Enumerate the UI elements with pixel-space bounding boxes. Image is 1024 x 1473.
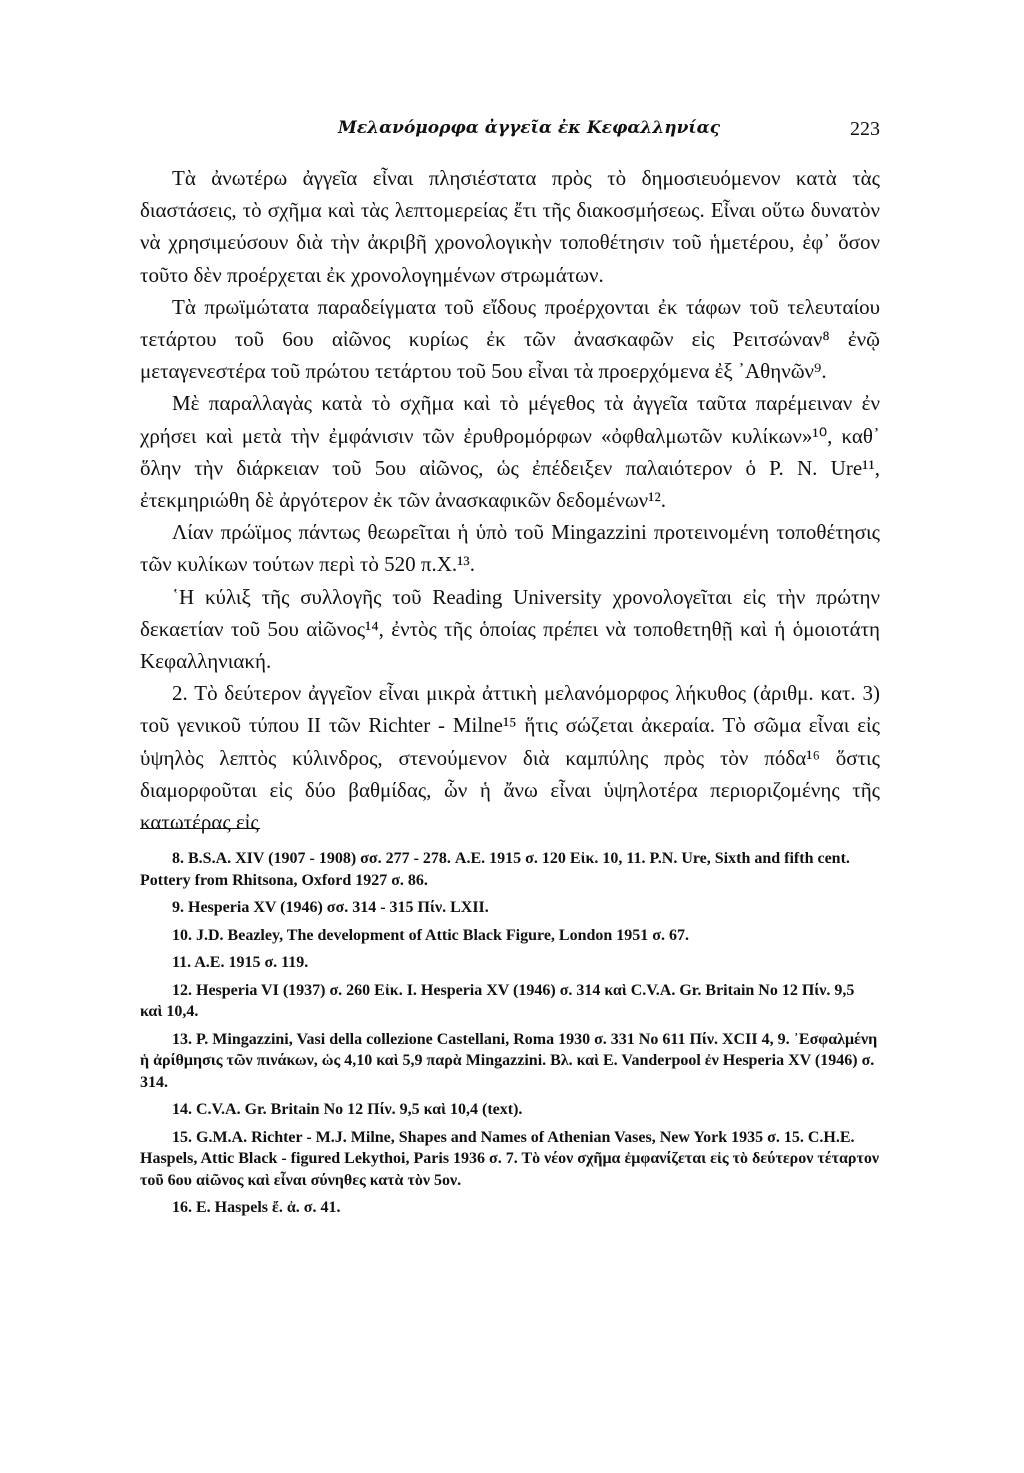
footnote-divider <box>140 828 260 829</box>
paragraph: Λίαν πρώϊμος πάντως θεωρεῖται ἡ ὑπὸ τοῦ Mingazzini προτεινομένη τοποθέτησις τῶν κυλίκων τούτων περὶ τὸ 520 π.Χ.¹³. <box>140 520 880 577</box>
paragraph: Τὰ πρωϊμώτατα παραδείγματα τοῦ εἴδους προέρχονται ἐκ τάφων τοῦ τελευταίου τετάρτου τοῦ 6ου αἰῶνος κυρίως ἐκ τῶν ἀνασκαφῶν εἰς Ρειτσώναν⁸ ἐνῷ μεταγενεστέρα τοῦ πρώτου τετάρτου τοῦ 5ου εἶναι τὰ προερχόμενα ἐξ ᾿Αθηνῶν⁹. <box>140 294 880 384</box>
running-title: Μελανόμορφα ἀγγεῖα ἐκ Κεφαλληνίας <box>338 118 721 138</box>
footnote: 13. P. Mingazzini, Vasi della collezione Castellani, Roma 1930 σ. 331 No 611 Πίν. XCII 4, 9. ᾽Εσφαλμένη ἡ ἀρίθμησις τῶν πινάκων, ὡς 4,10 καὶ 5,9 παρὰ Mingazzini. Βλ. καὶ E. Vanderpool ἐν Hesperia XV (1946) σ. 314. <box>140 1030 878 1091</box>
paragraph: Μὲ παραλλαγὰς κατὰ τὸ σχῆμα καὶ τὸ μέγεθος τὰ ἀγγεῖα ταῦτα παρέμειναν ἐν χρήσει καὶ μετὰ τὴν ἐμφάνισιν τῶν ἐρυθρομόρφων «ὀφθαλμωτῶν κυλίκων»¹⁰, καθ᾽ ὅλην τὴν διάρκειαν τοῦ 5ου αἰῶνος, ὡς ἐπέδειξεν παλαιότερον ὁ P. N. Ure¹¹, ἐτεκμηριώθη δὲ ἀργότερον ἐκ τῶν ἀνασκαφικῶν δεδομένων¹². <box>140 391 880 513</box>
page-header <box>140 118 880 152</box>
footnote: 8. B.S.A. XIV (1907 - 1908) σσ. 277 - 278. A.E. 1915 σ. 120 Εἰκ. 10, 11. P.N. Ure, Sixth and fifth cent. Pottery from Rhitsona, Oxford 1927 σ. 86. <box>140 850 850 889</box>
footnotes <box>140 848 880 1225</box>
page-number: 223 <box>850 118 880 140</box>
footnote: 9. Hesperia XV (1946) σσ. 314 - 315 Πίν. LXII. <box>172 899 489 916</box>
footnote: 14. C.V.A. Gr. Britain No 12 Πίν. 9,5 καὶ 10,4 (text). <box>172 1101 523 1118</box>
footnote: 16. E. Haspels ἔ. ἀ. σ. 41. <box>172 1199 341 1216</box>
paragraph: 2. Τὸ δεύτερον ἀγγεῖον εἶναι μικρὰ ἀττικὴ μελανόμορφος λήκυθος (ἀριθμ. κατ. 3) τοῦ γενικοῦ τύπου II τῶν Richter - Milne¹⁵ ἥτις σώζεται ἀκεραία. Τὸ σῶμα εἶναι εἰς ὑψηλὸς λεπτὸς κύλινδρος, στενούμενον διὰ καμπύλης πρὸς τὸν πόδα¹⁶ ὅστις διαμορφοῦται εἰς δύο βαθμίδας, ὧν ἡ ἄνω εἶναι ὑψηλοτέρα περιοριζομένης τῆς κατωτέρας εἰς <box>140 681 880 835</box>
body-text <box>140 162 880 838</box>
footnote: 12. Hesperia VI (1937) σ. 260 Εἰκ. I. Hesperia XV (1946) σ. 314 καὶ C.V.A. Gr. Britain No 12 Πίν. 9,5 καὶ 10,4. <box>140 981 855 1020</box>
paragraph: ῾Η κύλιξ τῆς συλλογῆς τοῦ Reading University χρονολογεῖται εἰς τὴν πρώτην δεκαετίαν τοῦ 5ου αἰῶνος¹⁴, ἐντὸς τῆς ὁποίας πρέπει νὰ τοποθετηθῇ καὶ ἡ ὁμοιοτάτη Κεφαλληνιακή. <box>140 584 880 674</box>
footnote: 10. J.D. Beazley, The development of Attic Black Figure, London 1951 σ. 67. <box>172 926 689 944</box>
paragraph: Τὰ ἀνωτέρω ἀγγεῖα εἶναι πλησιέστατα πρὸς τὸ δημοσιευόμενον κατὰ τὰς διαστάσεις, τὸ σχῆμα καὶ τὰς λεπτομερείας ἔτι τῆς διακοσμήσεως. Εἶναι οὕτω δυνατὸν νὰ χρησιμεύσουν διὰ τὴν ἀκριβῆ χρονολογικὴν τοποθέτησιν τοῦ ἡμετέρου, ἐφ᾽ ὅσον τοῦτο δὲν προέρχεται ἐκ χρονολογημένων στρωμάτων. <box>140 166 880 287</box>
footnote: 11. A.E. 1915 σ. 119. <box>172 954 309 971</box>
footnote: 15. G.M.A. Richter - M.J. Milne, Shapes and Names of Athenian Vases, New York 1935 σ. 15. C.H.E. Haspels, Attic Black - figured Lekythoi, Paris 1936 σ. 7. Τὸ νέον σχῆμα ἐμφανίζεται εἰς τὸ δεύτερον τέταρτον τοῦ 6ου αἰῶνος καὶ εἶναι σύνηθες κατὰ τὸν 5ον. <box>140 1128 879 1189</box>
